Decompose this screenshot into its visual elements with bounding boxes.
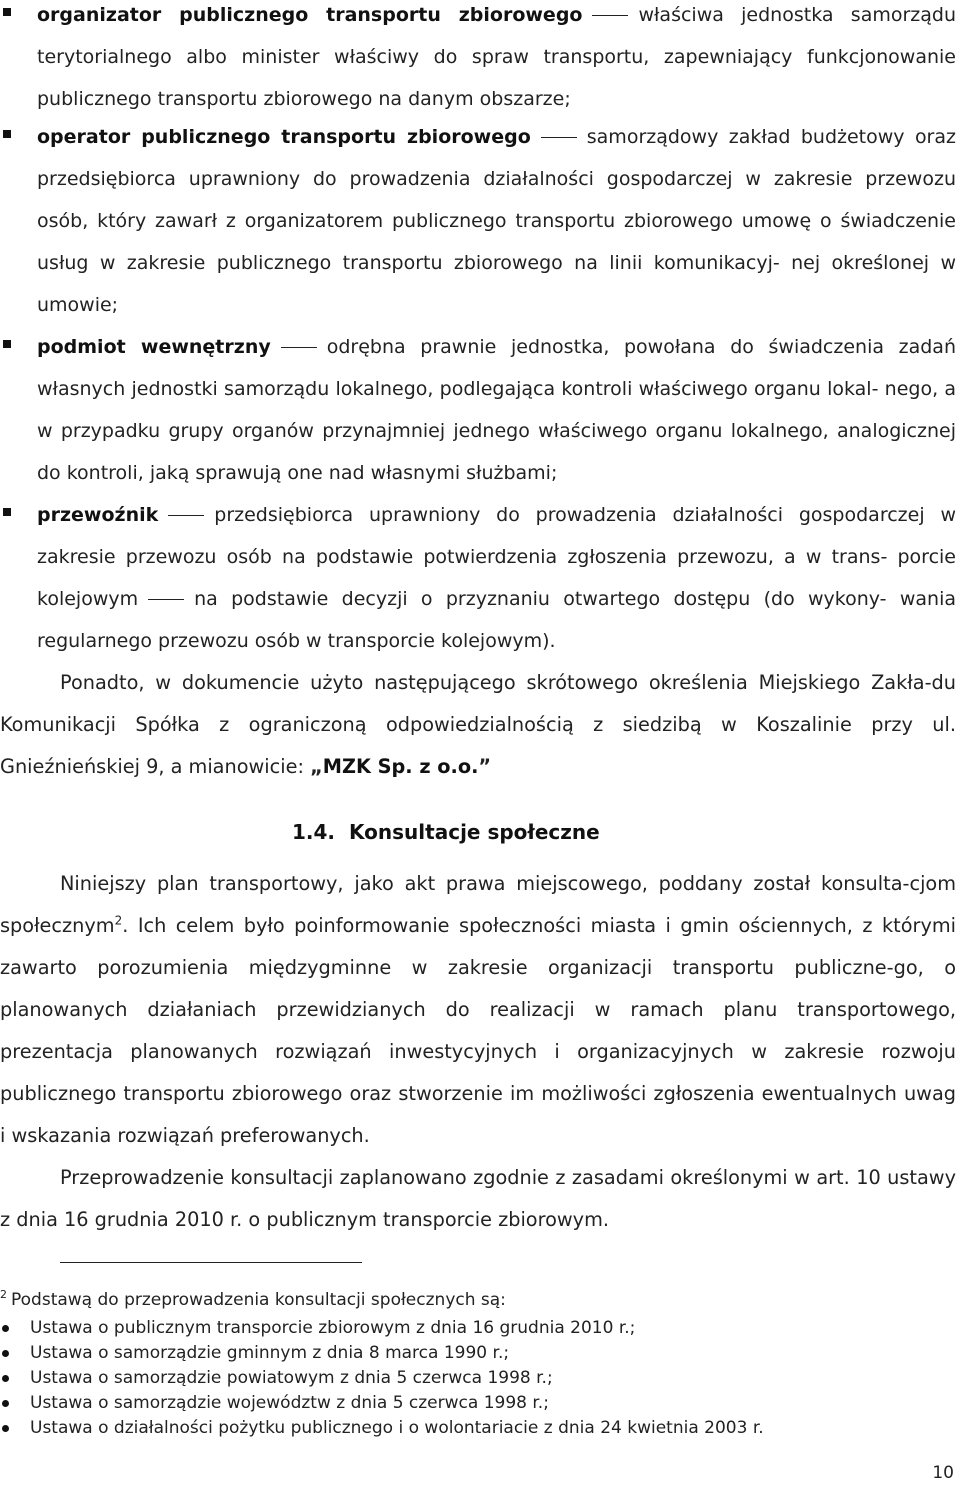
em-dash <box>592 15 628 17</box>
square-bullet-icon <box>3 8 11 16</box>
bullet-icon <box>2 1350 9 1357</box>
open-quote: „ <box>310 755 323 778</box>
list-item: Ustawa o działalności pożytku publicznego i o wolontariacie z dnia 24 kwietnia 2003 r. <box>0 1416 956 1441</box>
bullet-icon <box>2 1425 9 1432</box>
section-heading <box>292 817 600 847</box>
definition-item: organizator publicznego transportu zbiorowego właściwa jednostka samorządu terytorialnego albo minister właściwy do spraw transportu, zapewniający funkcjonowanie publicznego transportu zbiorowego na danym obszarze; <box>0 0 960 120</box>
consultation-paragraph: Niniejszy plan transportowy, jako akt prawa miejscowego, poddany został konsulta-cjom społecznym$^2$. Ich celem było poinformowanie społeczności miasta i gmin ościennych, z którymi zawarto porozumienia międzygminne w zakresie organizacji transportu publiczne-go, o planowanych działaniach przewidzianych do realizacji w ramach planu transportowego, prezentacja planowanych rozwiązań inwestycyjnych i organizacyjnych w zakresie rozwoju publicznego transportu zbiorowego oraz stworzenie im możliwości zgłoszenia ewentualnych uwag i wskazania rozwiązań preferowanych. <box>0 872 956 1147</box>
footnote-marker: 2 <box>0 1288 7 1302</box>
definition-item: przewoźnik przedsiębiorca uprawniony do prowadzenia działalności gospodarczej w zakresie przewozu osób na podstawie potwierdzenia zgłoszenia przewozu, a w trans- porcie kolejowym na podstawie decyzji o przyznaniu otwartego dostępu (do wykony- wania regularnego przewozu osób w transporcie kolejowym). <box>0 494 960 662</box>
consultation-paragraph-2: Przeprowadzenie konsultacji zaplanowano zgodnie z zasadami określonymi w art. 10 ustawy z dnia 16 grudnia 2010 r. o publicznym transporcie zbiorowym. <box>0 1166 956 1231</box>
footnote-separator <box>60 1262 362 1263</box>
square-bullet-icon <box>3 508 11 516</box>
definition-item: podmiot wewnętrzny odrębna prawnie jednostka, powołana do świadczenia zadań własnych jednostki samorządu lokalnego, podlegająca kontroli właściwego organu lokal- nego, a w przypadku grupy organów przynajmniej jednego właściwego organu lokalnego, analogicznej do kontroli, jaką sprawują one nad własnymi służbami; <box>0 326 960 494</box>
definition-term: przewoźnik <box>37 504 159 526</box>
em-dash <box>541 137 577 139</box>
footnote: $^2$ Podstawą do przeprowadzenia konsultacji społecznych są: Ustawa o publicznym transporcie zbiorowym z dnia 16 grudnia 2010 r.; Ustawa o samorządzie gminnym z dnia 8 marca 1990 r.; Ustawa o samorządzie powiatowym z dnia 5 czerwca 1998 r.; Ustawa o samorządzie województw z dnia 5 czerwca 1998 r.; Ustawa o działalności pożytku publicznego i o wolontariacie z dnia 24 kwietnia 2003 r. <box>0 1288 956 1441</box>
square-bullet-icon <box>3 130 11 138</box>
bullet-icon <box>2 1375 9 1382</box>
page-number: 10 <box>932 1463 954 1483</box>
definition-term: organizator publicznego transportu zbiorowego <box>37 4 583 26</box>
list-item: Ustawa o samorządzie województw z dnia 5 czerwca 1998 r.; <box>0 1391 956 1416</box>
definition-item: operator publicznego transportu zbiorowego samorządowy zakład budżetowy oraz przedsiębiorca uprawniony do prowadzenia działalności gospodarczej w zakresie przewozu osób, który zawarł z organizatorem publicznego transportu zbiorowego umowę o świadczenie usług w zakresie publicznego transportu zbiorowego na linii komunikacyj- nej określonej w umowie; <box>0 116 960 326</box>
list-item: Ustawa o samorządzie powiatowym z dnia 5 czerwca 1998 r.; <box>0 1366 956 1391</box>
footnote-ref[interactable]: 2 <box>114 913 123 928</box>
bullet-icon <box>2 1325 9 1332</box>
section-title: Konsultacje społeczne <box>349 820 600 844</box>
list-item: Ustawa o samorządzie gminnym z dnia 8 marca 1990 r.; <box>0 1341 956 1366</box>
definition-term: operator publicznego transportu zbiorowego <box>37 126 531 148</box>
abbreviation: MZK Sp. z o.o. <box>322 755 479 778</box>
bullet-icon <box>2 1400 9 1407</box>
close-quote: ” <box>478 755 492 778</box>
em-dash <box>148 599 184 601</box>
definition-term: podmiot wewnętrzny <box>37 336 271 358</box>
list-item: Ustawa o publicznym transporcie zbiorowym z dnia 16 grudnia 2010 r.; <box>0 1316 956 1341</box>
em-dash <box>168 515 204 517</box>
square-bullet-icon <box>3 340 11 348</box>
footnote-list <box>0 1316 956 1441</box>
abbreviation-paragraph: Ponadto, w dokumencie użyto następującego skrótowego określenia Miejskiego Zakła-du Komunikacji Spółka z ograniczoną odpowiedzialnością z siedzibą w Koszalinie przy ul. Gnieźnieńskiej 9, a mianowicie: „MZK Sp. z o.o.” <box>0 671 956 778</box>
section-number: 1.4. <box>292 820 336 844</box>
em-dash <box>281 347 317 349</box>
